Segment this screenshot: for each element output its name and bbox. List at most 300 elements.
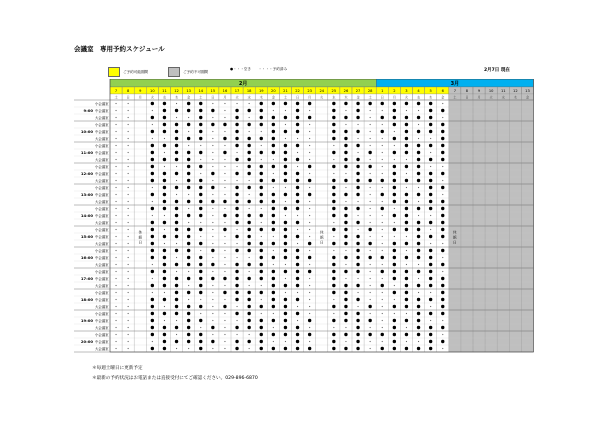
available-dot: [224, 145, 225, 146]
booked-dot: [308, 270, 311, 273]
booked-dot: [332, 214, 335, 217]
booked-dot: [429, 333, 432, 336]
booked-dot: [393, 186, 396, 189]
available-dot: [333, 299, 334, 300]
available-dot: [224, 313, 225, 314]
available-dot: [430, 306, 431, 307]
booked-dot: [368, 333, 371, 336]
available-dot: [152, 264, 153, 265]
booked-dot: [175, 144, 178, 147]
available-dot: [309, 159, 310, 160]
available-dot: [188, 285, 189, 286]
booked-dot: [344, 207, 347, 210]
weekday-label: 日: [295, 95, 300, 100]
booked-dot: [356, 249, 359, 252]
available-dot: [273, 313, 274, 314]
room-label: 小会議室: [94, 228, 109, 232]
available-dot: [394, 222, 395, 223]
available-dot: [249, 334, 250, 335]
booked-dot: [260, 305, 263, 308]
booked-dot: [235, 186, 238, 189]
booked-dot: [187, 137, 190, 140]
booked-dot: [151, 221, 154, 224]
available-dot: [418, 187, 419, 188]
booked-dot: [405, 200, 408, 203]
available-dot: [224, 299, 225, 300]
available-dot: [370, 313, 371, 314]
booked-dot: [175, 221, 178, 224]
booked-dot: [417, 270, 420, 273]
available-dot: [357, 201, 358, 202]
weekday-label: 金: [525, 95, 530, 100]
available-dot: [357, 229, 358, 230]
booked-dot: [332, 102, 335, 105]
available-dot: [224, 243, 225, 244]
room-label: 小会議室: [94, 144, 109, 148]
available-dot: [406, 187, 407, 188]
booked-dot: [308, 333, 311, 336]
booked-dot: [199, 291, 202, 294]
time-label: 18:00: [80, 297, 93, 302]
booked-dot: [429, 123, 432, 126]
available-dot: [152, 278, 153, 279]
booked-dot: [211, 326, 214, 329]
booked-dot: [175, 298, 178, 301]
booked-dot: [332, 137, 335, 140]
month-label-feb: 2月: [238, 81, 248, 87]
available-dot: [418, 110, 419, 111]
available-dot: [442, 348, 443, 349]
available-dot: [200, 250, 201, 251]
booked-dot: [332, 207, 335, 210]
available-dot: [370, 110, 371, 111]
booked-dot: [163, 347, 166, 350]
booked-dot: [199, 179, 202, 182]
available-dot: [128, 131, 129, 132]
booked-dot: [272, 144, 275, 147]
weekday-label: 金: [356, 95, 360, 100]
booked-dot: [163, 207, 166, 210]
booked-dot: [441, 277, 444, 280]
day-number: 5: [429, 89, 432, 93]
available-dot: [309, 152, 310, 153]
available-dot: [176, 271, 177, 272]
booked-dot: [260, 277, 263, 280]
booked-dot: [441, 221, 444, 224]
available-dot: [152, 215, 153, 216]
booked-dot: [344, 151, 347, 154]
booked-dot: [260, 193, 263, 196]
booked-dot: [381, 130, 384, 133]
booked-dot: [429, 200, 432, 203]
booked-dot: [429, 249, 432, 252]
booked-dot: [247, 228, 250, 231]
day-number: 12: [174, 89, 179, 93]
booked-dot: [163, 326, 166, 329]
booked-dot: [163, 179, 166, 182]
booked-dot: [272, 193, 275, 196]
available-dot: [188, 131, 189, 132]
available-dot: [382, 278, 383, 279]
booked-dot: [223, 228, 226, 231]
available-dot: [115, 285, 116, 286]
available-dot: [115, 306, 116, 307]
booked-dot: [260, 214, 263, 217]
available-dot: [164, 152, 165, 153]
booked-dot: [417, 179, 420, 182]
booked-dot: [163, 172, 166, 175]
available-dot: [261, 299, 262, 300]
booked-dot: [260, 200, 263, 203]
booked-dot: [332, 151, 335, 154]
booked-dot: [296, 347, 299, 350]
booked-dot: [344, 130, 347, 133]
booked-dot: [260, 186, 263, 189]
available-dot: [370, 299, 371, 300]
booked-dot: [381, 102, 384, 105]
available-dot: [357, 124, 358, 125]
booked-dot: [417, 130, 420, 133]
booked-dot: [417, 319, 420, 322]
booked-dot: [417, 144, 420, 147]
booked-dot: [151, 116, 154, 119]
available-dot: [309, 145, 310, 146]
booked-dot: [223, 151, 226, 154]
available-dot: [128, 299, 129, 300]
available-dot: [345, 250, 346, 251]
available-dot: [382, 236, 383, 237]
booked-dot: [284, 172, 287, 175]
available-dot: [309, 306, 310, 307]
weekday-label: 日: [126, 95, 130, 100]
booked-dot: [429, 312, 432, 315]
booked-dot: [187, 179, 190, 182]
weekday-label: 水: [416, 95, 421, 100]
booked-dot: [163, 235, 166, 238]
booked-dot: [417, 172, 420, 175]
available-dot: [176, 194, 177, 195]
available-dot: [442, 180, 443, 181]
available-dot: [345, 264, 346, 265]
booked-dot: [344, 333, 347, 336]
booked-dot: [272, 319, 275, 322]
unavailable-column: [521, 87, 533, 352]
booked-dot: [163, 256, 166, 259]
available-dot: [224, 131, 225, 132]
booked-dot: [163, 263, 166, 266]
unavailable-column: [461, 87, 473, 352]
room-label: 大会議室: [94, 242, 109, 246]
room-label: 大会議室: [94, 158, 109, 162]
booked-dot: [163, 340, 166, 343]
room-label: 小会議室: [94, 270, 109, 274]
booked-dot: [344, 270, 347, 273]
booked-dot: [368, 102, 371, 105]
available-dot: [164, 306, 165, 307]
room-label: 大会議室: [94, 347, 109, 351]
booked-dot: [308, 319, 311, 322]
booked-dot: [272, 291, 275, 294]
available-dot: [236, 229, 237, 230]
available-dot: [333, 236, 334, 237]
booked-dot: [332, 130, 335, 133]
booked-dot: [405, 144, 408, 147]
booked-dot: [332, 165, 335, 168]
booked-dot: [393, 172, 396, 175]
booked-dot: [368, 179, 371, 182]
closed-label-char: 館: [453, 235, 457, 240]
booked-dot: [260, 123, 263, 126]
booked-dot: [175, 326, 178, 329]
available-dot: [345, 201, 346, 202]
available-dot: [430, 166, 431, 167]
available-dot: [128, 264, 129, 265]
available-dot: [115, 166, 116, 167]
booked-dot: [175, 291, 178, 294]
available-dot: [128, 327, 129, 328]
booked-dot: [296, 172, 299, 175]
available-dot: [212, 285, 213, 286]
booked-dot: [235, 284, 238, 287]
available-dot: [128, 222, 129, 223]
available-dot: [285, 292, 286, 293]
booked-dot: [163, 193, 166, 196]
booked-dot: [175, 340, 178, 343]
available-dot: [212, 320, 213, 321]
booked-dot: [187, 249, 190, 252]
available-dot: [212, 299, 213, 300]
booked-dot: [284, 347, 287, 350]
available-dot: [224, 180, 225, 181]
booked-dot: [332, 228, 335, 231]
booked-dot: [332, 277, 335, 280]
day-number: 20: [271, 89, 276, 93]
available-dot: [285, 124, 286, 125]
booked-dot: [417, 256, 420, 259]
day-number: 8: [465, 89, 469, 93]
available-dot: [357, 138, 358, 139]
available-dot: [115, 264, 116, 265]
booked-dot: [284, 165, 287, 168]
booked-dot: [284, 221, 287, 224]
booked-dot: [247, 109, 250, 112]
booked-dot: [187, 151, 190, 154]
available-dot: [357, 152, 358, 153]
unavailable-swatch: [168, 67, 180, 77]
available-dot: [261, 313, 262, 314]
available-dot: [115, 208, 116, 209]
booked-dot: [393, 305, 396, 308]
booked-dot: [368, 305, 371, 308]
weekday-label: 水: [332, 95, 336, 100]
booked-dot: [429, 263, 432, 266]
booked-dot: [356, 193, 359, 196]
booked-dot: [296, 298, 299, 301]
booked-dot: [235, 298, 238, 301]
booked-dot: [296, 326, 299, 329]
booked-dot: [417, 207, 420, 210]
weekday-label: 土: [368, 95, 372, 100]
booked-dot: [235, 158, 238, 161]
booked-dot: [429, 144, 432, 147]
day-number: 7: [453, 89, 456, 93]
closed-label-char: 日: [138, 240, 143, 245]
booked-dot: [381, 256, 384, 259]
available-dot: [164, 292, 165, 293]
available-dot: [200, 159, 201, 160]
day-number: 7: [114, 89, 118, 93]
available-dot: [224, 173, 225, 174]
booked-dot: [272, 130, 275, 133]
booked-dot: [260, 179, 263, 182]
booked-dot: [247, 235, 250, 238]
booked-dot: [332, 319, 335, 322]
booked-dot: [247, 326, 250, 329]
available-dot: [212, 292, 213, 293]
booked-dot: [163, 186, 166, 189]
weekday-label: 火: [150, 95, 154, 100]
day-number: 8: [127, 89, 130, 93]
booked-dot: [199, 200, 202, 203]
booked-dot: [441, 214, 444, 217]
booked-dot: [247, 221, 250, 224]
available-dot: [382, 299, 383, 300]
booked-dot: [308, 116, 311, 119]
unavailable-column: [473, 87, 485, 352]
available-dot: [382, 243, 383, 244]
booked-dot: [441, 291, 444, 294]
available-dot: [261, 236, 262, 237]
weekday-label: 金: [271, 95, 275, 100]
available-dot: [430, 215, 431, 216]
booked-dot: [151, 158, 154, 161]
weekday-label: 火: [489, 95, 493, 100]
available-dot: [212, 145, 213, 146]
available-dot: [285, 264, 286, 265]
booked-dot: [417, 326, 420, 329]
available-dot: [164, 166, 165, 167]
booked-dot: [417, 312, 420, 315]
booked-dot: [284, 312, 287, 315]
booked-dot: [151, 172, 154, 175]
booked-dot: [151, 256, 154, 259]
booked-dot: [429, 158, 432, 161]
available-dot: [297, 292, 298, 293]
booked-dot: [429, 221, 432, 224]
available-dot: [406, 236, 407, 237]
room-label: 大会議室: [94, 305, 109, 309]
available-dot: [394, 208, 395, 209]
available-dot: [249, 285, 250, 286]
available-dot: [442, 243, 443, 244]
booked-dot: [441, 123, 444, 126]
note-update: ＊毎週土曜日に更新予定: [92, 366, 143, 371]
available-dot: [128, 292, 129, 293]
booked-dot: [417, 193, 420, 196]
booked-dot: [199, 109, 202, 112]
available-dot: [309, 285, 310, 286]
booked-dot: [429, 172, 432, 175]
booked-dot: [151, 333, 154, 336]
room-label: 中会議室: [94, 109, 109, 113]
available-dot: [224, 327, 225, 328]
booked-dot: [405, 277, 408, 280]
room-label: 大会議室: [94, 326, 109, 330]
available-dot: [115, 320, 116, 321]
booked-dot: [441, 298, 444, 301]
booked-dot: [356, 186, 359, 189]
booked-dot: [260, 249, 263, 252]
available-dot: [115, 124, 116, 125]
weekday-label: 火: [404, 95, 409, 100]
booked-dot: [284, 130, 287, 133]
available-dot: [249, 348, 250, 349]
month-label-mar: 3月: [450, 81, 460, 87]
booked-dot: [393, 165, 396, 168]
weekday-label: 木: [513, 95, 517, 100]
available-dot: [285, 187, 286, 188]
room-label: 中会議室: [94, 172, 109, 176]
available-dot: [236, 152, 237, 153]
available-dot: [261, 285, 262, 286]
weekday-label: 月: [392, 95, 396, 100]
booked-dot: [296, 263, 299, 266]
booked-dot: [247, 123, 250, 126]
available-dot: [297, 138, 298, 139]
booked-dot: [235, 207, 238, 210]
booked-dot: [199, 319, 202, 322]
booked-dot: [393, 319, 396, 322]
available-dot: [176, 243, 177, 244]
booked-dot: [199, 228, 202, 231]
booked-dot: [296, 116, 299, 119]
booked-dot: [368, 256, 371, 259]
available-dot: [224, 159, 225, 160]
day-number: 4: [417, 89, 420, 93]
booked-dot: [235, 312, 238, 315]
booked-dot: [344, 137, 347, 140]
available-dot: [309, 264, 310, 265]
booked-dot: [381, 116, 384, 119]
booked-dot: [332, 333, 335, 336]
booked-dot: [187, 319, 190, 322]
booked-dot: [296, 200, 299, 203]
available-dot: [115, 103, 116, 104]
room-label: 小会議室: [94, 102, 109, 106]
booked-dot: [441, 207, 444, 210]
booked-dot: [175, 214, 178, 217]
booked-dot: [393, 151, 396, 154]
room-label: 小会議室: [94, 186, 109, 190]
available-dot: [176, 348, 177, 349]
available-dot: [297, 306, 298, 307]
available-dot: [128, 145, 129, 146]
available-dot: [176, 320, 177, 321]
booked-dot: [211, 172, 214, 175]
booked-dot: [417, 333, 420, 336]
booked-dot: [344, 102, 347, 105]
booked-dot: [296, 284, 299, 287]
available-dot: [212, 306, 213, 307]
booked-dot: [308, 256, 311, 259]
available-dot: [430, 243, 431, 244]
available-dot: [382, 173, 383, 174]
available-dot: [128, 208, 129, 209]
booked-dot: [429, 256, 432, 259]
booked-dot: [151, 193, 154, 196]
booked-dot: [272, 165, 275, 168]
available-dot: [382, 264, 383, 265]
